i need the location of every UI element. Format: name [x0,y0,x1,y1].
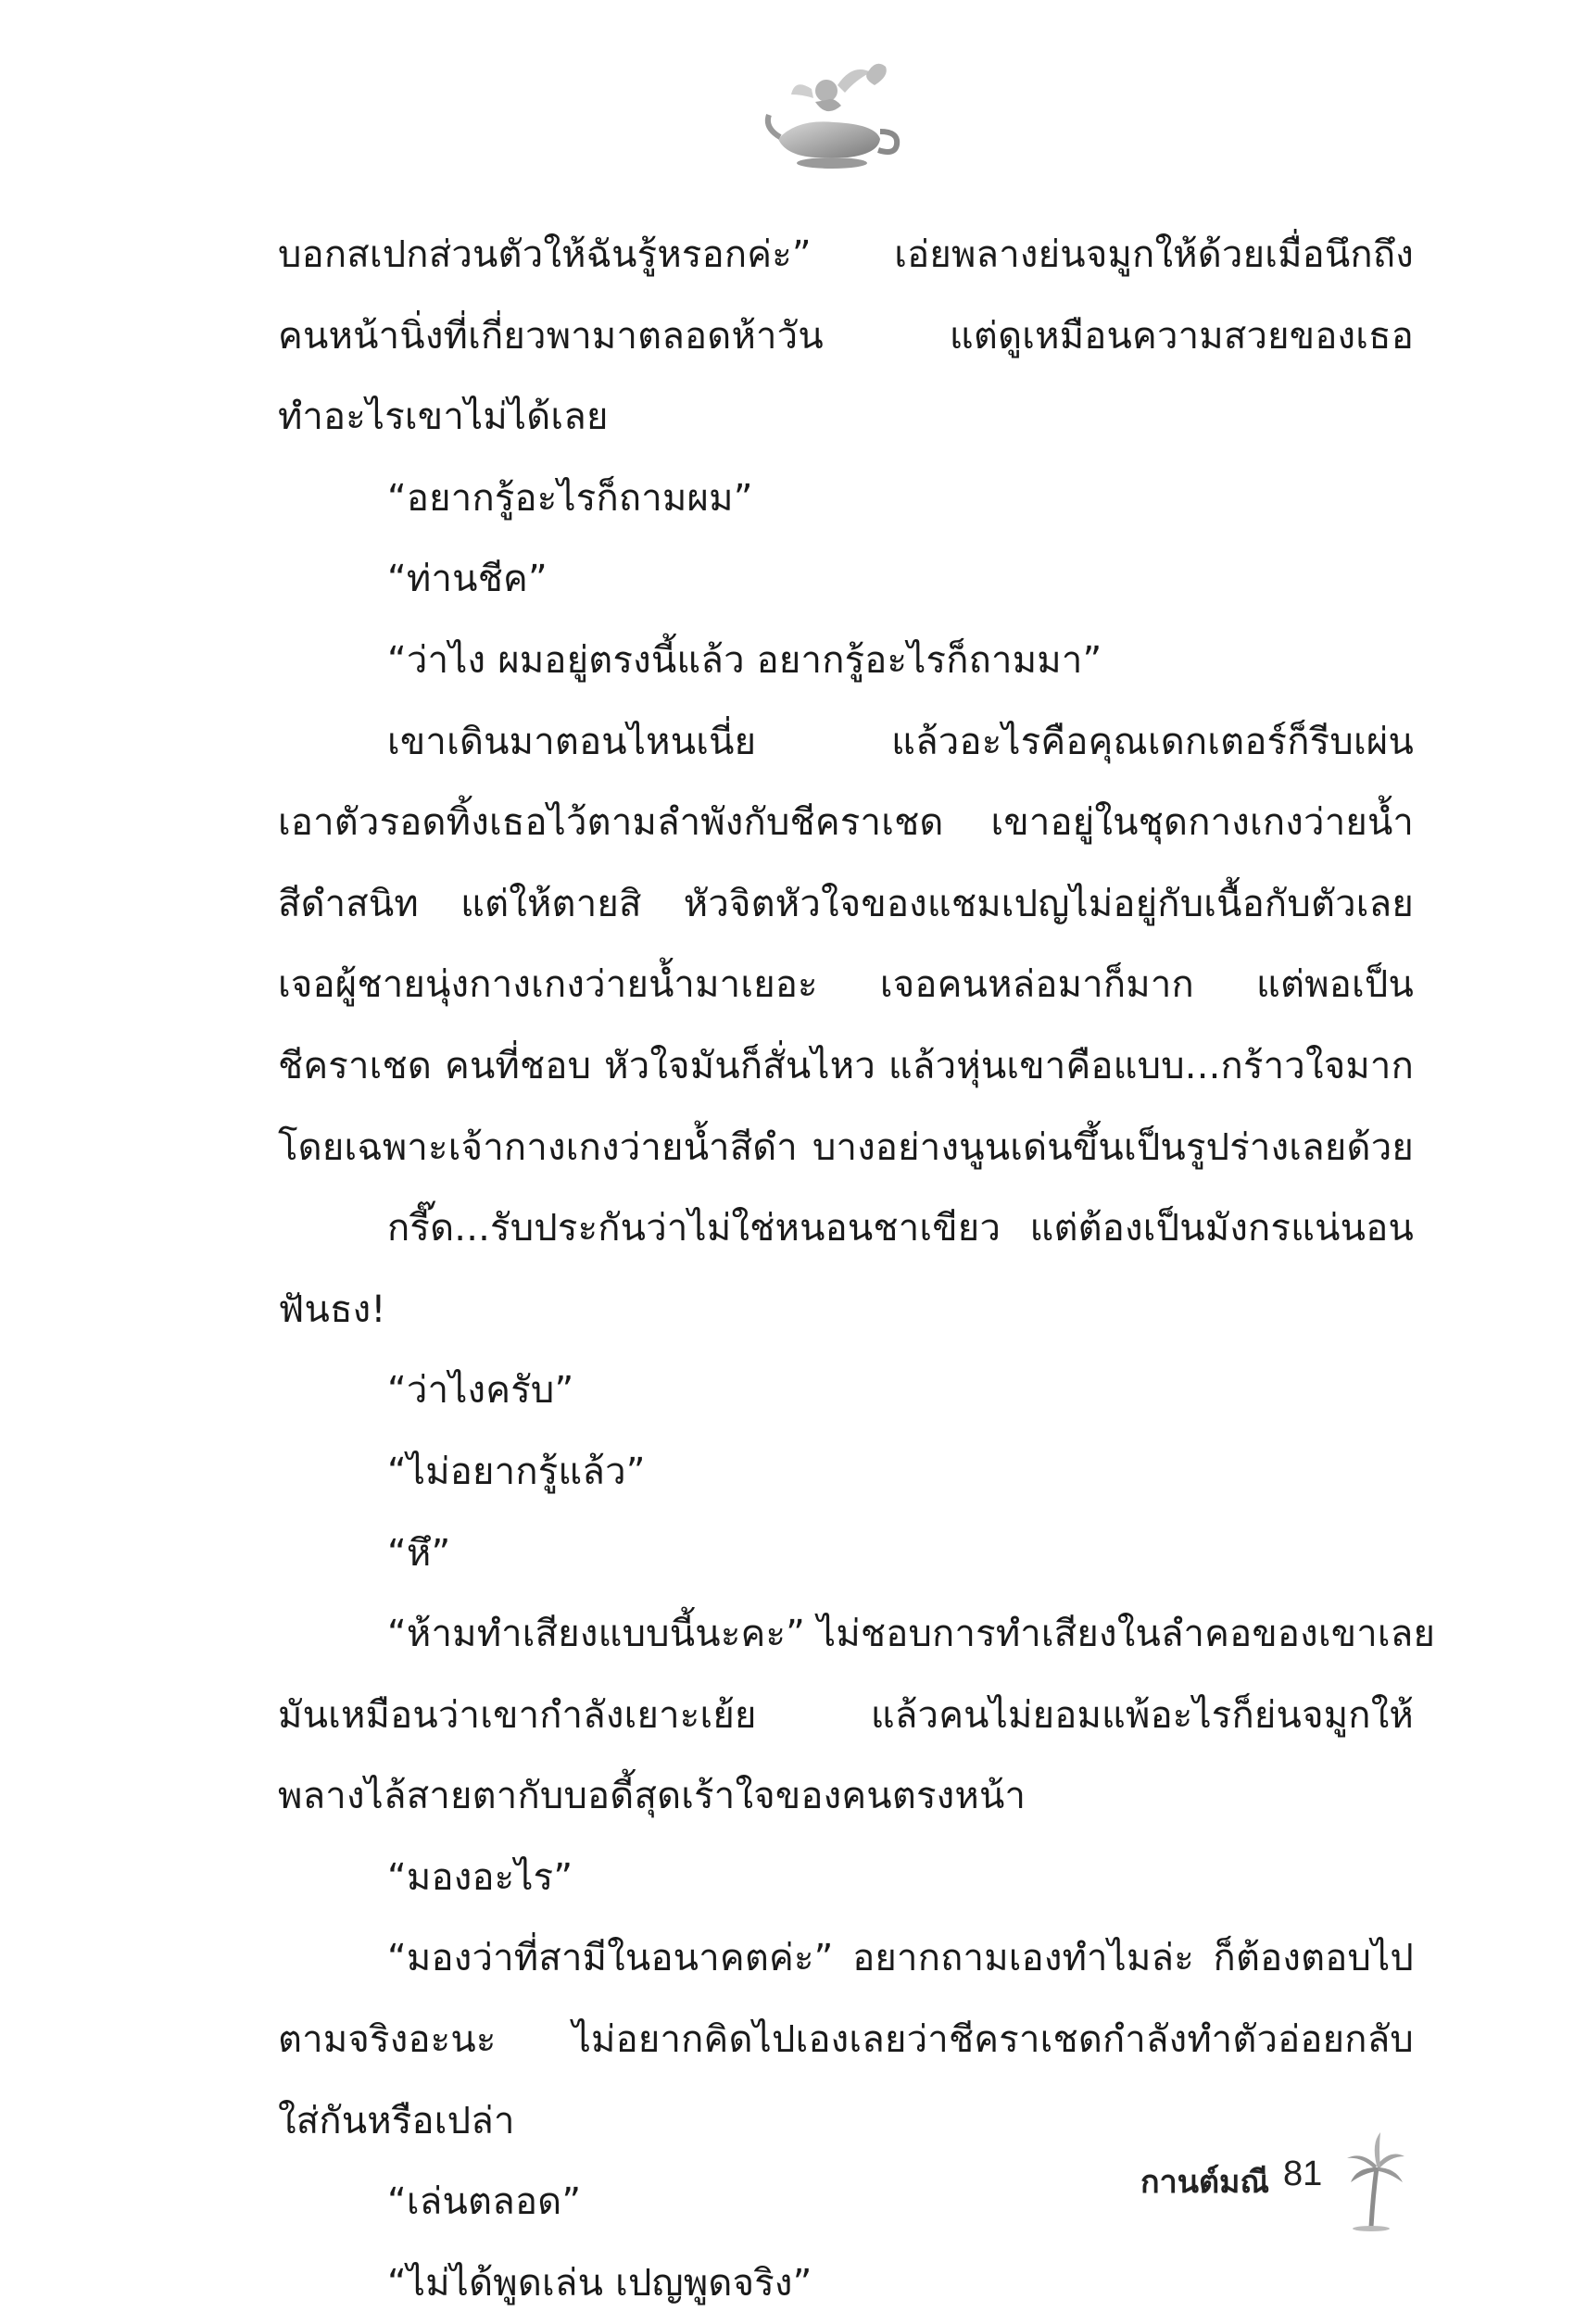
dialogue-line: “ว่าไงครับ” [387,1369,574,1413]
paragraph-line: มันเหมือนว่าเขากำลังเยาะเย้ย แล้วคนไม่ยอมแพ้อะไรก็ย่นจมูกให้ [278,1693,1414,1737]
dialogue-line: “ไม่อยากรู้แล้ว” [387,1450,646,1493]
paragraph-line: กรี๊ด...รับประกันว่าไม่ใช่หนอนชาเขียว แต่ต้องเป็นมังกรแน่นอน [387,1207,1414,1250]
paragraph-line: ชีคราเชด คนที่ชอบ หัวใจมันก็สั่นไหว แล้วหุ่นเขาคือแบบ...กร้าวใจมาก [278,1044,1414,1087]
palm-tree-icon [1343,2130,1408,2232]
dialogue-line: “ไม่ได้พูดเล่น เปญพูดจริง” [387,2261,812,2305]
paragraph-line: เอาตัวรอดทิ้งเธอไว้ตามลำพังกับชีคราเชด เขาอยู่ในชุดกางเกงว่ายน้ำ [278,801,1414,845]
chapter-text [278,215,1436,2324]
paragraph-line: โดยเฉพาะเจ้ากางเกงว่ายน้ำสีดำ บางอย่างนูนเด่นขึ้นเป็นรูปร่างเลยด้วย [278,1125,1414,1169]
paragraph-line: บอกสเปกส่วนตัวให้ฉันรู้หรอกค่ะ” เอ่ยพลางย่นจมูกให้ด้วยเมื่อนึกถึง [278,233,1414,276]
paragraph-line: ใส่กันหรือเปล่า [278,2099,515,2142]
dialogue-line: “อยากรู้อะไรก็ถามผม” [387,476,753,520]
paragraph-line: “ห้ามทำเสียงแบบนี้นะคะ” ไม่ชอบการทำเสียงในลำคอของเขาเลย [387,1613,1436,1656]
paragraph-line: พลางไล้สายตากับบอดี้สุดเร้าใจของคนตรงหน้า [278,1775,1027,1818]
paragraph-line: คนหน้านิ่งที่เกี่ยวพามาตลอดห้าวัน แต่ดูเหมือนความสวยของเธอ [278,314,1414,358]
paragraph-line: สีดำสนิท แต่ให้ตายสิ หัวจิตหัวใจของแชมเปญไม่อยู่กับเนื้อกับตัวเลย [278,882,1414,925]
book-title: กานต์มณี [1140,2164,1269,2201]
paragraph-line: ตามจริงอะนะ ไม่อยากคิดไปเองเลยว่าชีคราเชดกำลังทำตัวอ่อยกลับ [278,2018,1414,2062]
dialogue-line: “ว่าไง ผมอยู่ตรงนี้แล้ว อยากรู้อะไรก็ถามมา” [387,638,1102,682]
page-number: 81 [1283,2154,1323,2193]
dialogue-line: “หึ” [387,1531,451,1575]
dialogue-line: “มองอะไร” [387,1855,573,1899]
paragraph-line: เจอผู้ชายนุ่งกางเกงว่ายน้ำมาเยอะ เจอคนหล่อมาก็มาก แต่พอเป็น [278,963,1414,1007]
dialogue-line: “เล่นตลอด” [387,2180,582,2224]
paragraph-line: เขาเดินมาตอนไหนเนี่ย แล้วอะไรคือคุณเดกเตอร์ก็รีบเผ่น [387,720,1414,763]
page-footer [1065,2130,1436,2232]
dialogue-line: “ท่านชีค” [387,558,548,601]
paragraph-line: “มองว่าที่สามีในอนาคตค่ะ” อยากถามเองทำไมล่ะ ก็ต้องตอบไป [387,1937,1414,1980]
paragraph-line: ฟันธง! [278,1288,386,1331]
cupid-teapot-ornament-icon [760,54,908,174]
paragraph-line: ทำอะไรเขาไม่ได้เลย [278,396,609,439]
